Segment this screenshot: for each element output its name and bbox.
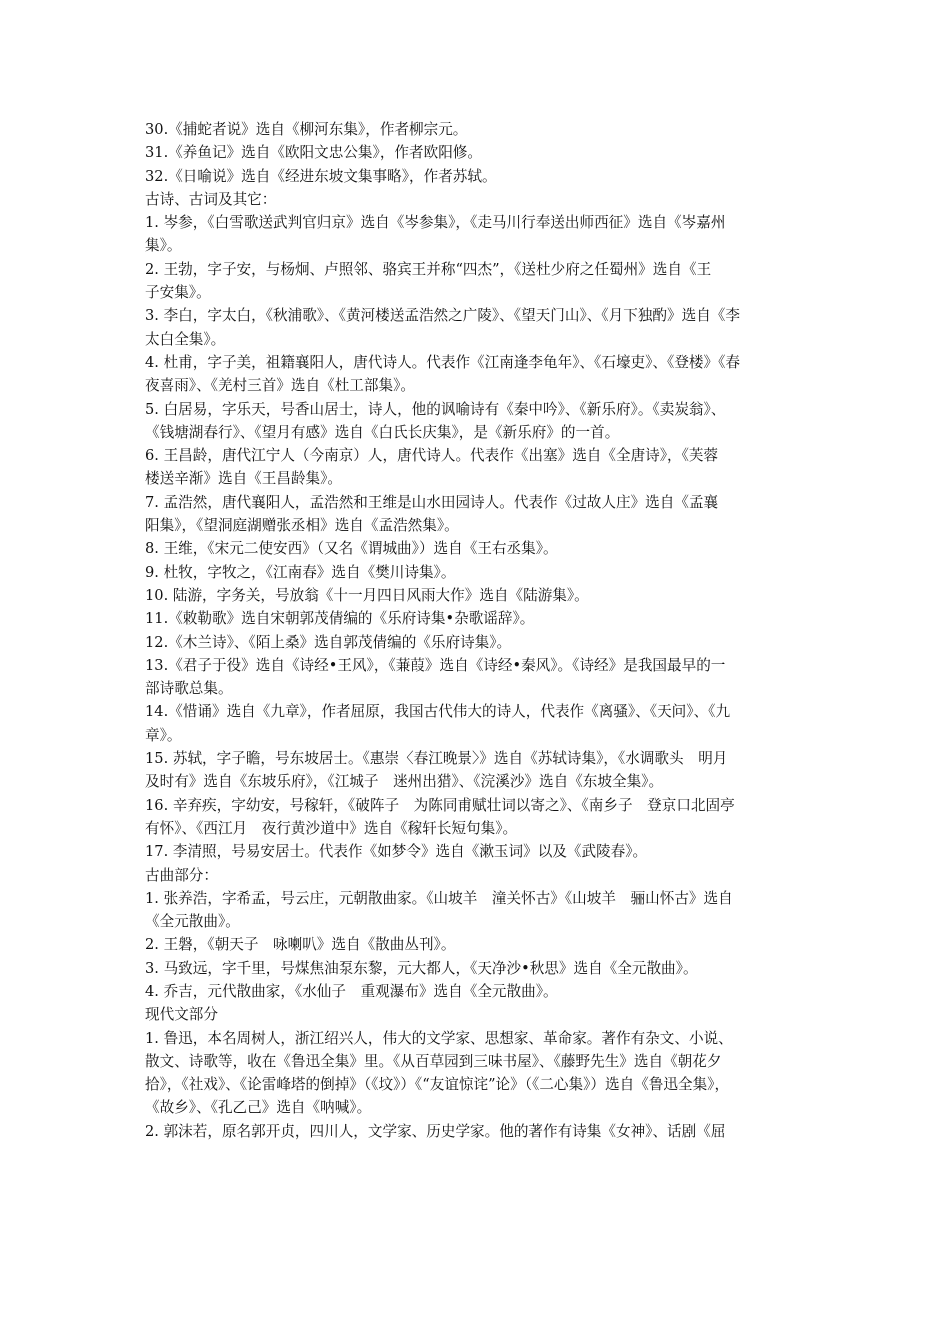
section-heading: 古曲部分： xyxy=(145,866,218,884)
section-heading: 古诗、古词及其它： xyxy=(145,190,277,208)
text-line: 部诗歌总集。 xyxy=(145,680,233,698)
text-line: 3. 马致远，字千里，号煤焦油泵东黎，元大都人，《天净沙•秋思》选自《全元散曲》。 xyxy=(145,959,698,977)
document-page xyxy=(145,118,807,1143)
text-line: 16. 辛弃疾，字幼安，号稼轩，《破阵子 为陈同甫赋壮词以寄之》、《南乡子 登京口北固亭 xyxy=(145,796,735,814)
text-line: 太白全集》。 xyxy=(145,330,226,348)
text-line: 1. 鲁迅，本名周树人，浙江绍兴人，伟大的文学家、思想家、革命家。著作有杂文、小说、 xyxy=(145,1029,733,1047)
section-heading: 现代文部分 xyxy=(145,1006,218,1024)
text-line: 31.《养鱼记》选自《欧阳文忠公集》，作者欧阳修。 xyxy=(145,144,482,162)
text-line: 11.《敕勒歌》选自宋朝郭茂倩编的《乐府诗集•杂歌谣辞》。 xyxy=(145,610,535,628)
text-line: 及时有》选自《东坡乐府》，《江城子 迷州出猎》、《浣溪沙》选自《东坡全集》。 xyxy=(145,773,664,791)
text-line: 10. 陆游，字务关，号放翁《十一月四日风雨大作》选自《陆游集》。 xyxy=(145,586,589,604)
text-line: 14.《惜诵》选自《九章》，作者屈原，我国古代伟大的诗人，代表作《离骚》、《天问》、《九 xyxy=(145,703,731,721)
text-line: 集》。 xyxy=(145,237,182,255)
text-line: 《钱塘湖春行》、《望月有感》选自《白氏长庆集》，是《新乐府》的一首。 xyxy=(145,423,620,441)
text-line: 《故乡》、《孔乙己》选自《呐喊》。 xyxy=(145,1099,372,1117)
text-line: 夜喜雨》、《羌村三首》选自《杜工部集》。 xyxy=(145,377,415,395)
text-line: 散文、诗歌等，收在《鲁迅全集》里。《从百草园到三味书屋》、《藤野先生》选自《朝花夕 xyxy=(145,1052,722,1070)
text-line: 2. 王磐，《朝天子 咏喇叭》选自《散曲丛刊》。 xyxy=(145,936,456,954)
text-line: 30.《捕蛇者说》选自《柳河东集》，作者柳宗元。 xyxy=(145,121,468,138)
text-line: 1. 张养浩，字希孟，号云庄，元朝散曲家。《山坡羊 潼关怀古》《山坡羊 骊山怀古》选自 xyxy=(145,889,733,907)
text-line: 2. 王勃，字子安，与杨炯、卢照邻、骆宾王并称“四杰”，《送杜少府之任蜀州》选自《王 xyxy=(145,260,712,278)
text-line: 子安集》。 xyxy=(145,284,211,302)
text-line: 1. 岑参，《白雪歌送武判官归京》选自《岑参集》，《走马川行奉送出师西征》选自《岑嘉州 xyxy=(145,214,726,232)
text-line: 2. 郭沫若，原名郭开贞，四川人，文学家、历史学家。他的著作有诗集《女神》、话剧《屈 xyxy=(145,1122,726,1140)
text-line: 6. 王昌龄，唐代江宁人（今南京）人，唐代诗人。代表作《出塞》选自《全唐诗》，《芙蓉 xyxy=(145,447,719,465)
text-line: 13.《君子于役》选自《诗经•王风》，《蒹葭》选自《诗经•秦风》。《诗经》是我国最早的一 xyxy=(145,656,726,674)
text-line: 章》。 xyxy=(145,726,182,744)
text-line: 3. 李白，字太白，《秋浦歌》、《黄河楼送孟浩然之广陵》、《望天门山》、《月下独酌》选自《李 xyxy=(145,307,740,325)
text-line: 7. 孟浩然，唐代襄阳人，孟浩然和王维是山水田园诗人。代表作《过故人庄》选自《孟襄 xyxy=(145,493,719,511)
text-line: 12.《木兰诗》、《陌上桑》选自郭茂倩编的《乐府诗集》。 xyxy=(145,633,512,651)
text-line: 《全元散曲》。 xyxy=(145,913,240,931)
text-line: 有怀》、《西江月 夜行黄沙道中》选自《稼轩长短句集》。 xyxy=(145,819,518,837)
text-line: 楼送辛渐》选自《王昌龄集》。 xyxy=(145,470,343,488)
text-line: 15. 苏轼，字子瞻，号东坡居士。《惠崇〈春江晚景〉》选自《苏轼诗集》，《水调歌头 明月 xyxy=(145,750,728,768)
text-line: 32.《日喻说》选自《经进东坡文集事略》，作者苏轼。 xyxy=(145,167,497,185)
text-line: 9. 杜牧，字牧之，《江南春》选自《樊川诗集》。 xyxy=(145,563,456,581)
text-line: 阳集》，《望洞庭湖赠张丞相》选自《孟浩然集》。 xyxy=(145,517,459,535)
text-line: 8. 王维，《宋元二使安西》（又名《谓城曲》）选自《王右丞集》。 xyxy=(145,540,558,558)
text-line: 4. 乔吉，元代散曲家，《水仙子 重观瀑布》选自《全元散曲》。 xyxy=(145,982,558,1000)
text-line: 5. 白居易，字乐天，号香山居士，诗人，他的讽喻诗有《秦中吟》、《新乐府》。《卖炭翁》、 xyxy=(145,400,726,418)
text-line: 17. 李清照，号易安居士。代表作《如梦令》选自《漱玉词》以及《武陵春》。 xyxy=(145,843,648,861)
text-line: 4. 杜甫，字子美，祖籍襄阳人，唐代诗人。代表作《江南逢李龟年》、《石壕吏》、《登楼》《春 xyxy=(145,353,741,371)
text-line: 拾》，《社戏》、《论雷峰塔的倒掉》（《坟》）《“友谊惊诧”论》（《二心集》）选自《鲁迅全集》， xyxy=(145,1076,730,1094)
